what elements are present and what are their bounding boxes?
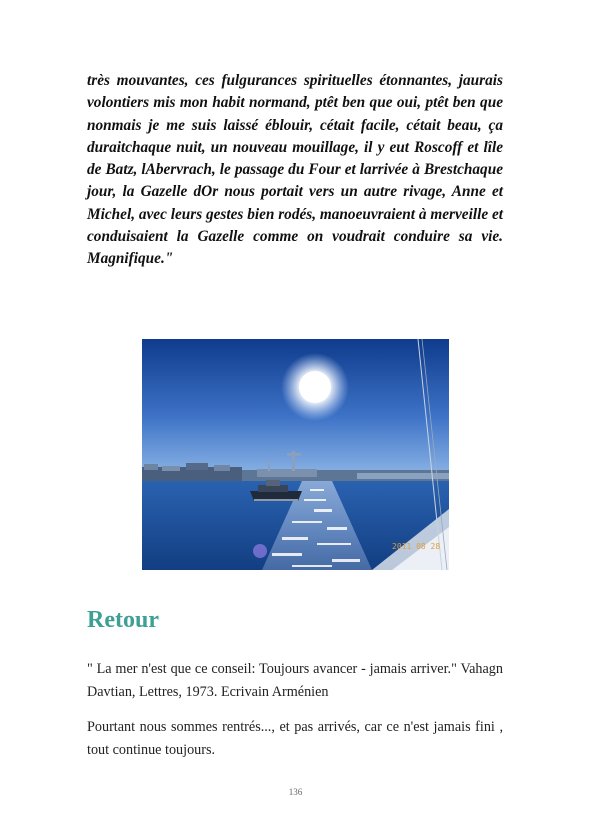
harbor-photo-image — [142, 339, 449, 570]
quote-citation-paragraph: " La mer n'est que ce conseil: Toujours avancer - jamais arriver." Vahagn Davtian, Lettres, 1973. Ecrivain Arménien — [87, 661, 503, 700]
section-title: Retour — [87, 607, 159, 633]
quote-paragraph: très mouvantes, ces fulgurances spirituelles étonnantes, jaurais volontiers mis mon habit normand, ptêt ben que oui, ptêt ben que nonmais je me suis laissé éblouir, cétait facile, cétait beau, ça duraitchaque nuit, un nouveau mouillage, il y eut Roscoff et lîle de Batz, lAbervrach, le passage du Four et larrivée à Brestchaque jour, la Gazelle dOr nous portait vers un autre rivage, Anne et Michel, avec leurs gestes bien rodés, manoeuvraient à merveille et conduisaient la Gazelle comme on voudrait conduire sa vie. Magnifique." — [87, 72, 503, 268]
sun-core — [299, 371, 331, 403]
closing-paragraph: Pourtant nous sommes rentrés..., et pas arrivés, car ce n'est jamais fini , tout continue toujours. — [87, 719, 503, 758]
date-stamp: 2011 08 28 — [392, 542, 441, 551]
page-number: 136 — [288, 787, 303, 797]
harbor-photo — [142, 339, 449, 570]
lens-flare — [253, 544, 267, 558]
